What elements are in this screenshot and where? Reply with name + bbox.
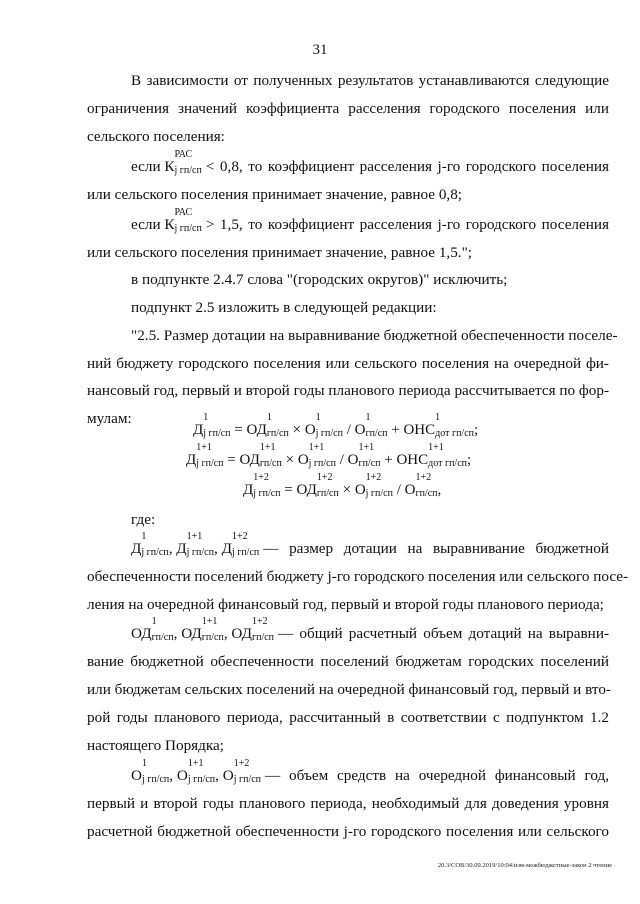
paragraph-line: первый и второй годы планового периода, необходимый для доведения уровня <box>87 795 609 812</box>
superscript: РАС <box>174 148 193 160</box>
definition-o: О 1 j гп/сп , О 1+1 j гп/сп , О 1+2 j гп/сп — объем средств на очередной финансовый год, <box>131 757 609 785</box>
paragraph-line: мулам: <box>87 410 132 427</box>
paragraph-line: В зависимости от полученных результатов устанавливаются следующие <box>131 72 609 89</box>
subscript: j гп/сп <box>174 222 202 234</box>
condition-text: > 1,5, то коэффициент расселения j-го городского поселения <box>205 216 609 233</box>
paragraph-line: расчетной бюджетной обеспеченности j-го городского поселения или сельского <box>87 823 609 840</box>
paragraph-line: рой годы планового периода, рассчитанный в соответствии с подпунктом 1.2 <box>87 709 609 726</box>
paragraph-line: ления на очередной финансовый год, первый и второй годы планового периода; <box>87 596 604 613</box>
paragraph-line: подпункт 2.5 изложить в следующей редакции: <box>131 299 437 316</box>
paragraph-line: ний бюджету городского поселения или сельского поселения на очередной фи- <box>87 355 609 372</box>
formula-3: Д 1+2 j гп/сп = ОД 1+2 гп/сп × О 1+2 j гп/сп / О 1+2 гп/сп , <box>243 471 442 499</box>
definition-text: — общий расчетный объем дотаций на выравни- <box>278 625 609 642</box>
condition-prefix: если К <box>131 158 175 175</box>
paragraph-line: или бюджетам сельских поселений на очередной финансовый год, первый и вто- <box>87 681 611 698</box>
definition-text: — объем средств на очередной финансовый год, <box>265 767 609 784</box>
paragraph-line: или сельского поселения принимает значение, равное 1,5."; <box>87 244 473 261</box>
formula-1: Д 1 j гп/сп = ОД 1 гп/сп × О 1 j гп/сп / О 1 гп/сп + ОНС 1 дот гп/сп ; <box>193 411 479 439</box>
condition-line-1 <box>131 148 609 176</box>
paragraph-line: или сельского поселения принимает значение, равное 0,8; <box>87 186 463 203</box>
condition-line-2 <box>131 206 609 234</box>
where-label: где: <box>131 511 156 528</box>
definition-d: Д 1 j гп/сп , Д 1+1 j гп/сп , Д 1+2 j гп/сп — размер дотации на выравнивание бюджетной <box>131 530 609 558</box>
condition-prefix: если К <box>131 216 175 233</box>
subscript: j гп/сп <box>174 164 202 176</box>
formula-2: Д 1+1 j гп/сп = ОД 1+1 гп/сп × О 1+1 j гп/сп / О 1+1 гп/сп + ОНС 1+1 дот гп/сп ; <box>186 441 472 469</box>
footer-reference: 20.3/СОВ/30.09.2019/10:04/изм-межбюджетные-закон 2 чтение <box>437 862 612 869</box>
paragraph-line: в подпункте 2.4.7 слова "(городских округов)" исключить; <box>131 271 508 288</box>
paragraph-line: обеспеченности поселений бюджету j-го городского поселения или сельского посе- <box>87 568 629 585</box>
condition-text: < 0,8, то коэффициент расселения j-го городского поселения <box>205 158 609 175</box>
paragraph-line: "2.5. Размер дотации на выравнивание бюджетной обеспеченности поселе- <box>131 327 618 344</box>
superscript: РАС <box>174 206 193 218</box>
paragraph-line: сельского поселения: <box>87 128 225 145</box>
paragraph-line: ограничения значений коэффициента расселения городского поселения или <box>87 100 609 117</box>
paragraph-line: нансовый год, первый и второй годы планового периода рассчитывается по фор- <box>87 382 609 399</box>
paragraph-line: настоящего Порядка; <box>87 737 224 754</box>
page-number: 31 <box>312 42 328 58</box>
definition-text: — размер дотации на выравнивание бюджетной <box>263 540 609 557</box>
definition-od: ОД 1 гп/сп , ОД 1+1 гп/сп , ОД 1+2 гп/сп — общий расчетный объем дотаций на выравни- <box>131 615 609 643</box>
paragraph-line: вание бюджетной обеспеченности поселений бюджетам городских поселений <box>87 653 609 670</box>
